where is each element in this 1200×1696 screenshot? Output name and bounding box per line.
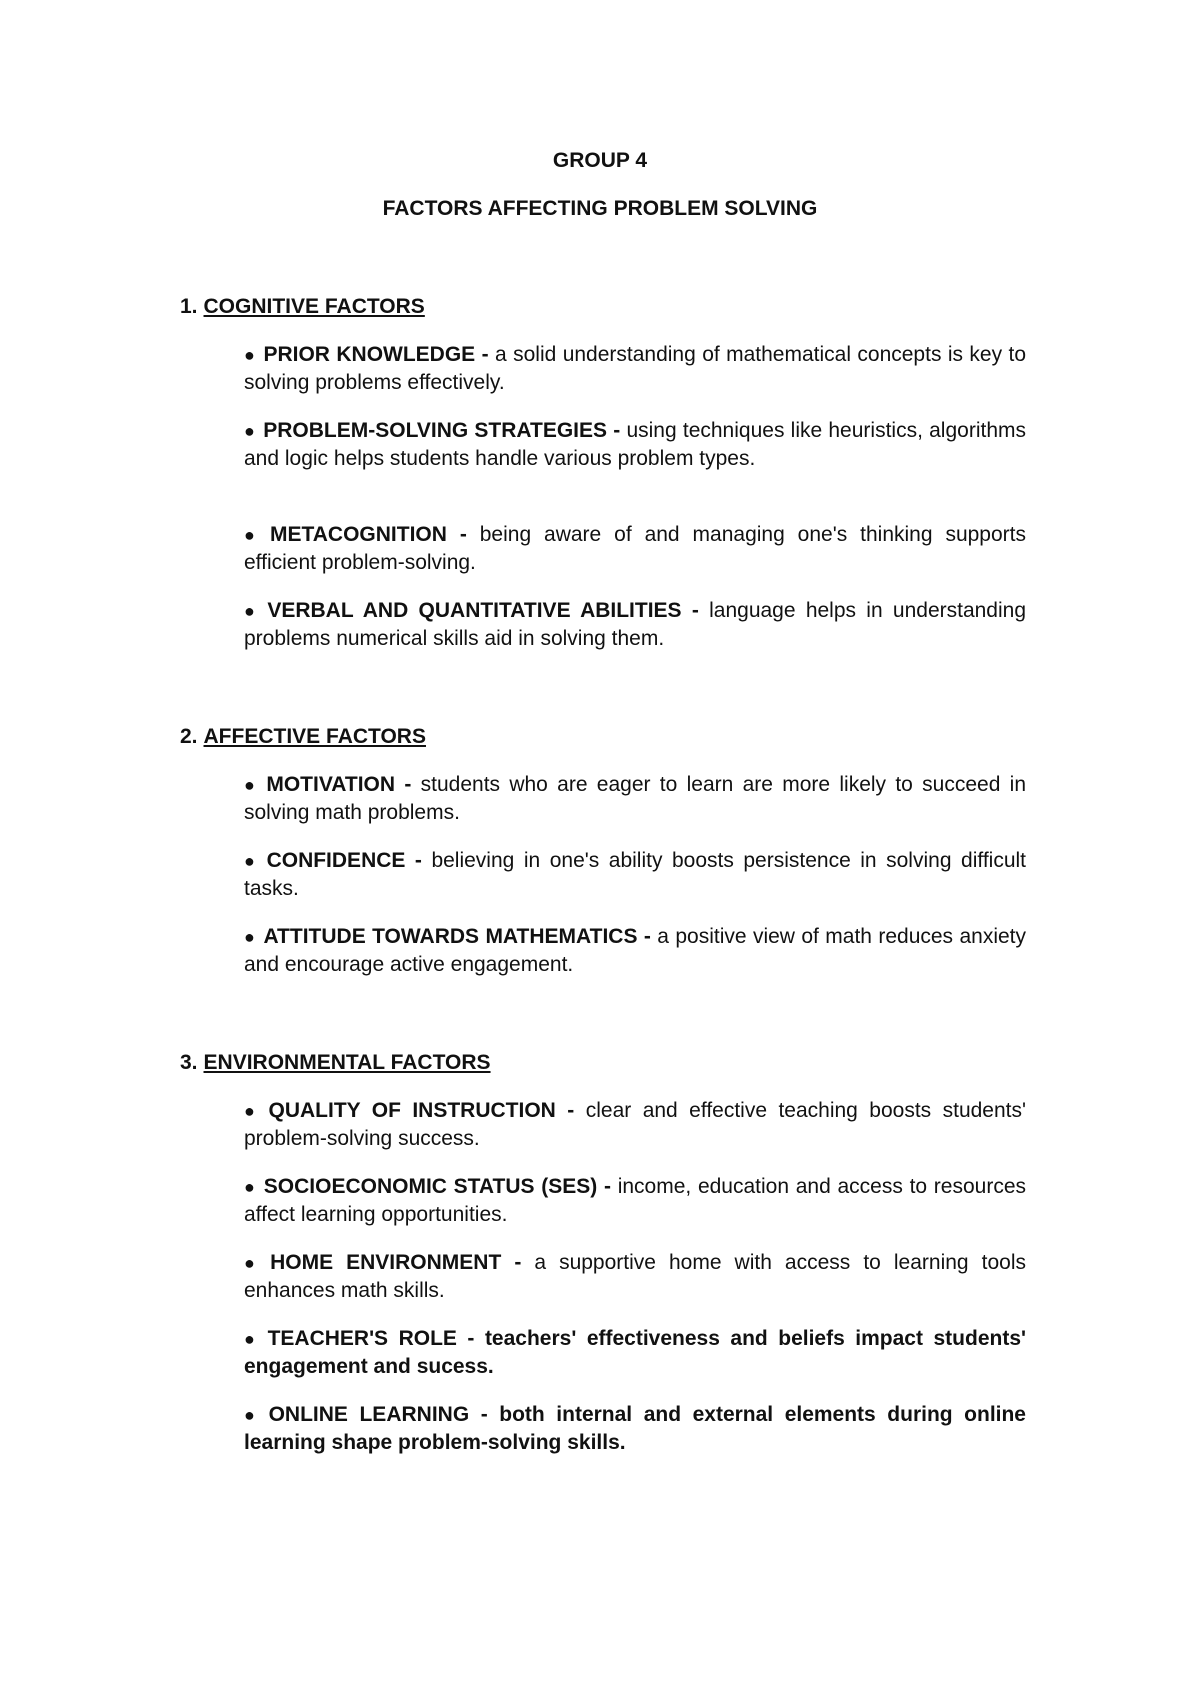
item-separator: - — [446, 523, 480, 546]
bullet-icon: ● — [244, 1177, 256, 1197]
bullet-icon: ● — [244, 1405, 261, 1425]
section-number: 2. — [180, 725, 198, 748]
item-term: ONLINE LEARNING — [268, 1403, 470, 1426]
list-item-verbal-quantitative — [244, 597, 1026, 653]
list-item-motivation — [244, 771, 1026, 827]
item-term: SOCIOECONOMIC STATUS (SES) — [263, 1175, 598, 1198]
item-separator: - — [637, 925, 658, 948]
list-item-ses — [244, 1173, 1026, 1229]
item-separator: - — [405, 849, 432, 872]
section-label: COGNITIVE FACTORS — [203, 295, 425, 318]
item-description: using techniques like heuristics, algorithms and logic helps students handle various problem types. — [244, 419, 1026, 470]
list-item-teachers-role — [244, 1325, 1026, 1381]
item-term: TEACHER'S ROLE — [267, 1327, 457, 1350]
section-heading-environmental — [180, 1049, 491, 1077]
item-separator: - — [469, 1403, 500, 1426]
section-heading-affective — [180, 723, 426, 751]
item-separator: - — [501, 1251, 535, 1274]
document-subtitle: FACTORS AFFECTING PROBLEM SOLVING — [382, 197, 818, 220]
item-description: clear and effective teaching boosts students' problem-solving success. — [244, 1099, 1027, 1150]
bullet-icon: ● — [244, 601, 260, 621]
item-separator: - — [456, 1327, 485, 1350]
item-term: VERBAL AND QUANTITATIVE ABILITIES — [267, 599, 682, 622]
bullet-icon: ● — [244, 1253, 263, 1273]
item-description: believing in one's ability boosts persistence in solving difficult tasks. — [244, 849, 1026, 900]
item-description: being aware of and managing one's thinking supports efficient problem-solving. — [244, 523, 1026, 574]
item-term: HOME ENVIRONMENT — [270, 1251, 502, 1274]
item-description: income, education and access to resources affect learning opportunities. — [244, 1175, 1027, 1226]
list-item-metacognition — [244, 521, 1026, 577]
item-description: a solid understanding of mathematical concepts is key to solving problems effectively. — [244, 343, 1027, 394]
section-number: 3. — [180, 1051, 198, 1074]
bullet-icon: ● — [244, 851, 259, 871]
section-heading-cognitive — [180, 293, 425, 321]
list-item-confidence — [244, 847, 1026, 903]
item-term: METACOGNITION — [269, 523, 447, 546]
item-separator: - — [555, 1099, 586, 1122]
list-item-prior-knowledge — [244, 341, 1026, 397]
item-separator: - — [597, 1175, 618, 1198]
document-title: GROUP 4 — [552, 149, 648, 172]
item-term: CONFIDENCE — [266, 849, 406, 872]
bullet-icon: ● — [244, 1329, 260, 1349]
item-term: PROBLEM-SOLVING STRATEGIES — [263, 419, 608, 442]
section-label: AFFECTIVE FACTORS — [203, 725, 426, 748]
section-label: ENVIRONMENTAL FACTORS — [203, 1051, 491, 1074]
item-description: a positive view of math reduces anxiety and encourage active engagement. — [244, 925, 1026, 976]
section-number: 1. — [180, 295, 198, 318]
item-description: language helps in understanding problems numerical skills aid in solving them. — [244, 599, 1027, 650]
item-description: students who are eager to learn are more likely to succeed in solving math problems. — [244, 773, 1027, 824]
list-item-quality-of-instruction — [244, 1097, 1026, 1153]
bullet-icon: ● — [244, 927, 256, 947]
item-separator: - — [395, 773, 421, 796]
list-item-online-learning — [244, 1401, 1026, 1457]
bullet-icon: ● — [244, 525, 262, 545]
item-description: both internal and external elements during online learning shape problem-solving skills. — [244, 1403, 1026, 1454]
item-separator: - — [681, 599, 710, 622]
list-item-home-environment — [244, 1249, 1026, 1305]
item-term: PRIOR KNOWLEDGE — [263, 343, 476, 366]
bullet-icon: ● — [244, 345, 256, 365]
item-separator: - — [475, 343, 496, 366]
bullet-icon: ● — [244, 421, 256, 441]
item-term: MOTIVATION — [266, 773, 396, 796]
item-term: QUALITY OF INSTRUCTION — [268, 1099, 556, 1122]
item-separator: - — [607, 419, 627, 442]
item-term: ATTITUDE TOWARDS MATHEMATICS — [263, 925, 638, 948]
bullet-icon: ● — [244, 1101, 261, 1121]
list-item-attitude — [244, 923, 1026, 979]
list-item-problem-solving-strategies — [244, 417, 1026, 473]
item-description: a supportive home with access to learning tools enhances math skills. — [244, 1251, 1026, 1302]
bullet-icon: ● — [244, 775, 259, 795]
item-description: teachers' effectiveness and beliefs impact students' engagement and sucess. — [244, 1327, 1026, 1378]
